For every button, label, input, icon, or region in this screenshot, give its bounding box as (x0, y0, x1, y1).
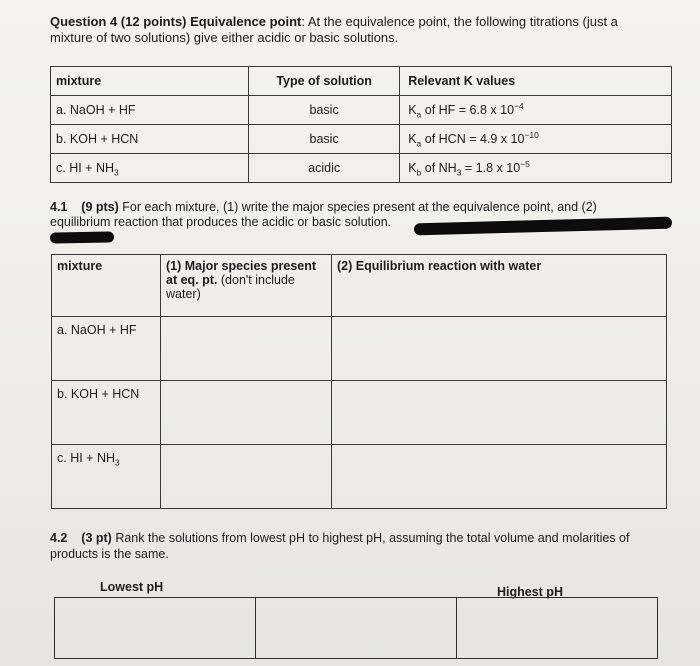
reaction-answer-cell[interactable] (332, 317, 667, 381)
reaction-answer-cell[interactable] (332, 381, 667, 445)
table-row (51, 96, 672, 125)
redaction-mark (50, 231, 114, 243)
lowest-ph-label: Lowest pH (100, 580, 164, 594)
species-answer-cell[interactable] (161, 317, 332, 381)
part-4-2-text: Rank the solutions from lowest pH to highest pH, assuming the total volume and molarities of products is the same. (50, 531, 630, 561)
answer-row-label: a. NaOH + HF (52, 317, 161, 381)
table-row (52, 317, 667, 381)
part-4-1-text: For each mixture, (1) write the major species present at the equivalence point, and (2) equilibrium reaction that produces the acidic or basic solution. (50, 200, 597, 229)
table-row (52, 445, 667, 509)
table-row (52, 381, 667, 445)
answer-table (51, 254, 667, 509)
answer-header-species: (1) Major species present at eq. pt. (don't include water) (161, 255, 332, 317)
part-4-2-points: (3 pt) (81, 531, 112, 545)
k-value-cell: $K_b$ of $NH_3 = 1.8$ x $10^{-5}$ (400, 154, 672, 183)
part-4-1-points: (9 pts) (81, 200, 119, 214)
highest-ph-label: Highest pH (497, 585, 563, 599)
mixture-cell: a. NaOH + HF (51, 96, 249, 125)
part-4-2-prompt (50, 530, 665, 562)
type-cell: basic (249, 125, 400, 154)
answer-header-mixture: mixture (52, 255, 161, 317)
ranking-cell-3[interactable] (457, 598, 657, 658)
answer-row-label: c. HI + $NH_3$ (52, 445, 161, 509)
answer-header-reaction: (2) Equilibrium reaction with water (332, 255, 667, 317)
species-answer-cell[interactable] (161, 445, 332, 509)
table-row (51, 154, 672, 183)
question-text: : At the equivalence point, the following titrations (just a mixture of two solutions) give either acidic or basic solutions. (50, 14, 618, 45)
part-4-1-label: 4.1 (50, 200, 68, 214)
answer-header-row (52, 255, 667, 317)
ph-ranking-boxes (54, 597, 658, 659)
type-cell: basic (249, 96, 400, 125)
question-label: Question 4 (12 points) Equivalence point (50, 14, 302, 29)
table-row (51, 125, 672, 154)
reaction-answer-cell[interactable] (332, 445, 667, 509)
table-header-row (51, 67, 672, 96)
mixture-cell: b. KOH + HCN (51, 125, 249, 154)
type-cell: acidic (249, 154, 400, 183)
mixture-cell: c. HI + $NH_3$ (51, 154, 249, 183)
header-mixture: mixture (51, 67, 249, 96)
answer-row-label: b. KOH + HCN (52, 381, 161, 445)
ranking-cell-2[interactable] (256, 598, 457, 658)
k-value-cell: $K_a$ of HF = 6.8 x $10^{-4}$ (400, 96, 672, 125)
header-type: Type of solution (249, 67, 400, 96)
species-answer-cell[interactable] (161, 381, 332, 445)
part-4-2-label: 4.2 (50, 531, 68, 545)
ranking-cell-1[interactable] (55, 598, 256, 658)
header-k-values: Relevant K values (400, 67, 672, 96)
question-heading (50, 14, 660, 46)
titration-table (50, 66, 672, 183)
k-value-cell: $K_a$ of HCN = 4.9 x $10^{-10}$ (400, 125, 672, 154)
